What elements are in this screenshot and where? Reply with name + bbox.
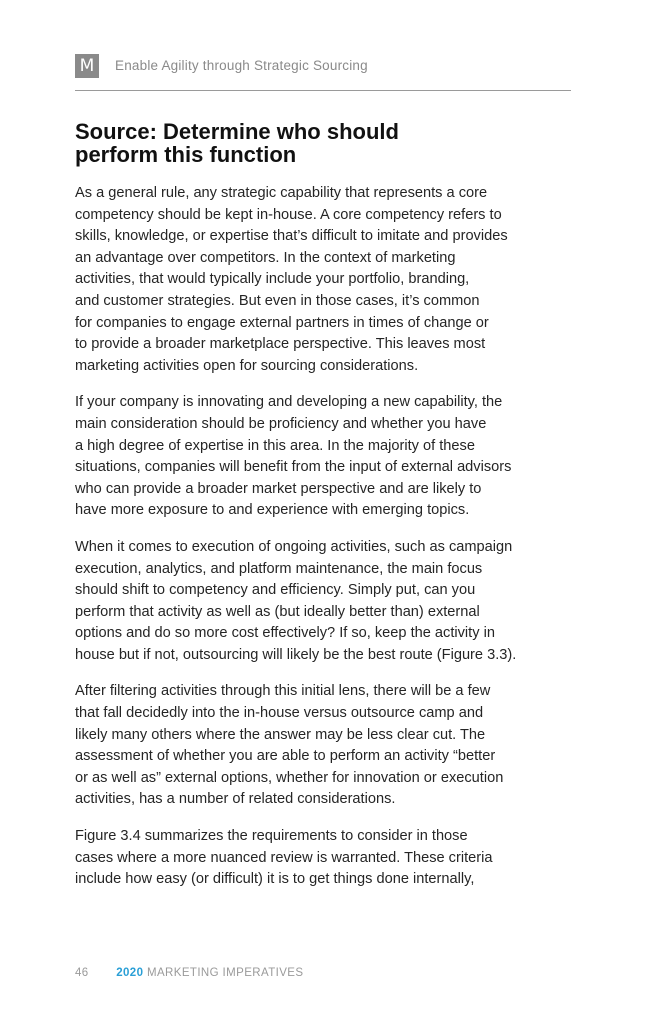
- text-line: If your company is innovating and developing a new capability, the: [75, 394, 503, 411]
- text-line: include how easy (or difficult) it is to get things done internally,: [75, 871, 475, 888]
- text-line: have more exposure to and experience with emerging topics.: [75, 502, 470, 519]
- text-line: likely many others where the answer may be less clear cut. The: [75, 726, 486, 743]
- text-line: marketing activities open for sourcing considerations.: [75, 357, 419, 374]
- text-line: who can provide a broader market perspective and are likely to: [75, 480, 482, 497]
- body-text: [75, 183, 585, 906]
- text-line: an advantage over competitors. In the context of marketing: [75, 249, 456, 266]
- paragraph-4: [75, 681, 585, 811]
- text-line: As a general rule, any strategic capability that represents a core: [75, 185, 488, 201]
- section-title-line: perform this function: [75, 142, 297, 167]
- paragraph-1: [75, 183, 585, 377]
- text-line: that fall decidedly into the in-house versus outsource camp and: [75, 705, 484, 722]
- text-line: and customer strategies. But even in those cases, it’s common: [75, 292, 480, 309]
- paragraph-5: [75, 826, 585, 891]
- text-line: competency should be kept in-house. A core competency refers to: [75, 206, 502, 223]
- text-line: situations, companies will benefit from the input of external advisors: [75, 459, 512, 476]
- paragraph-2: [75, 392, 585, 522]
- running-head: Enable Agility through Strategic Sourcing: [115, 58, 368, 73]
- text-line: should shift to competency and efficiency. Simply put, can you: [75, 582, 476, 599]
- page-footer: [75, 967, 303, 979]
- text-line: to provide a broader marketplace perspective. This leaves most: [75, 336, 486, 353]
- text-line: main consideration should be proficiency and whether you have: [75, 415, 487, 432]
- text-line: perform that activity as well as (but ideally better than) external: [75, 603, 480, 620]
- page-number: 46: [75, 967, 89, 979]
- section-title: [75, 120, 475, 166]
- text-line: house but if not, outsourcing will likely be the best route (Figure 3.3).: [75, 646, 517, 663]
- text-line: activities, that would typically include your portfolio, branding,: [75, 271, 470, 288]
- text-line: cases where a more nuanced review is warranted. These criteria: [75, 849, 493, 866]
- text-line: skills, knowledge, or expertise that’s difficult to imitate and provides: [75, 228, 508, 245]
- text-line: Figure 3.4 summarizes the requirements to consider in those: [75, 828, 468, 845]
- publication-year: 2020: [116, 967, 144, 979]
- publication-title: MARKETING IMPERATIVES: [147, 967, 304, 979]
- text-line: a high degree of expertise in this area. In the majority of these: [75, 437, 475, 454]
- paragraph-3: [75, 537, 585, 667]
- page-header: [75, 54, 571, 91]
- text-line: for companies to engage external partners in times of change or: [75, 314, 489, 331]
- text-line: options and do so more cost effectively? If so, keep the activity in: [75, 625, 495, 642]
- text-line: or as well as” external options, whether for innovation or execution: [75, 769, 504, 786]
- section-title-line: Source: Determine who should: [75, 119, 399, 144]
- text-line: assessment of whether you are able to perform an activity “better: [75, 748, 496, 765]
- text-line: activities, has a number of related considerations.: [75, 791, 396, 808]
- text-line: After filtering activities through this initial lens, there will be a few: [75, 683, 491, 700]
- text-line: When it comes to execution of ongoing activities, such as campaign: [75, 538, 513, 555]
- brand-logo-icon: M: [75, 54, 99, 78]
- text-line: execution, analytics, and platform maintenance, the main focus: [75, 560, 483, 577]
